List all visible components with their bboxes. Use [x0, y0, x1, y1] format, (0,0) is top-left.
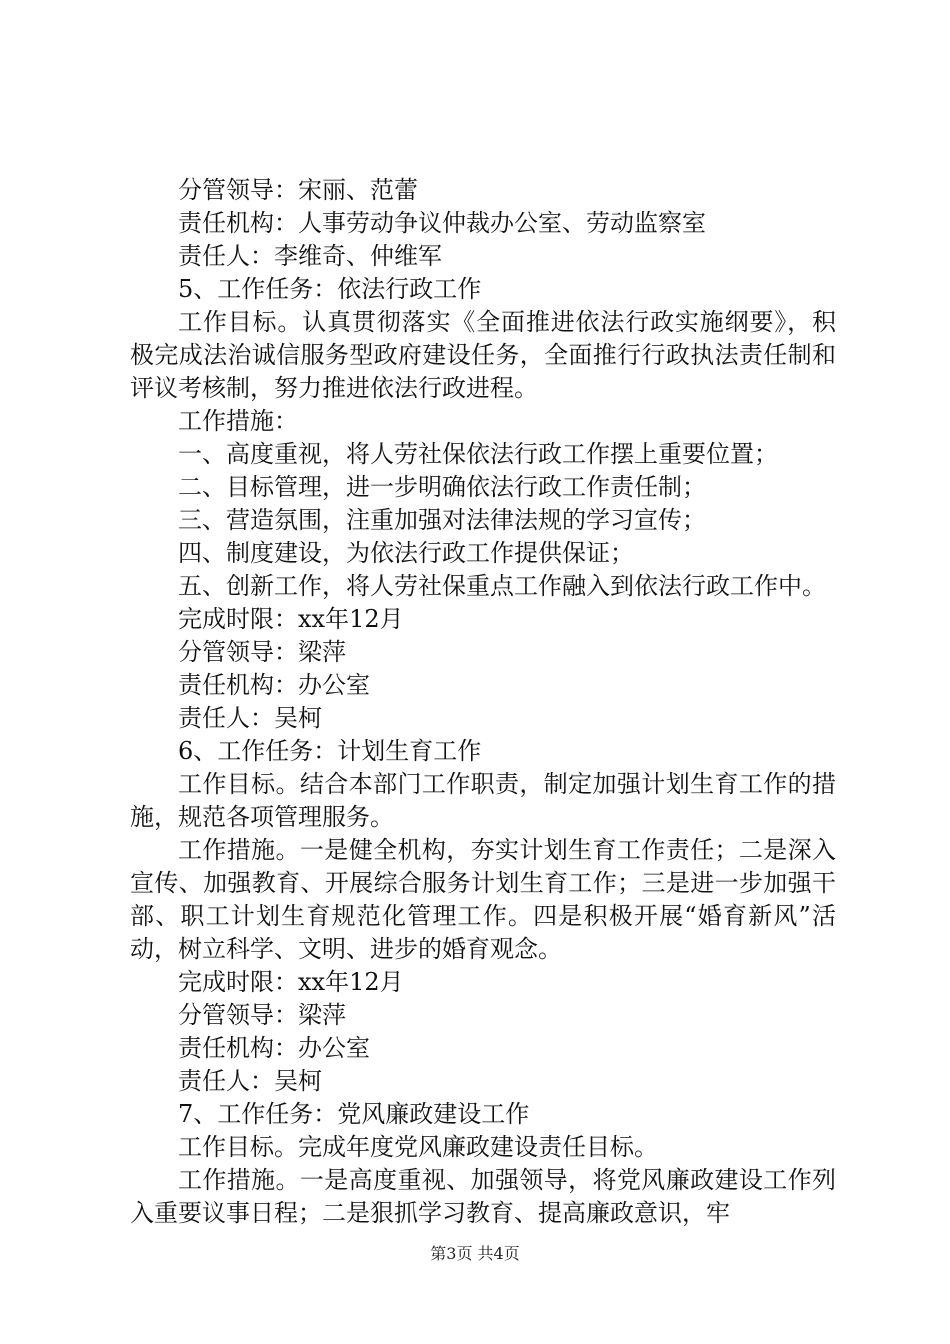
paragraph: 完成时限：xx年12月	[178, 605, 404, 633]
paragraph: 工作措施。一是健全机构，夯实计划生育工作责任；二是深入宣传、加强教育、开展综合服务计划生育工作；三是进一步加强干部、职工计划生育规范化管理工作。四是积极开展“婚育新风”活动，树立科学、文明、进步的婚育观念。	[130, 836, 836, 963]
paragraph: 责任机构：办公室	[178, 671, 370, 699]
section-heading: 5、工作任务：依法行政工作	[178, 275, 482, 303]
paragraph: 分管领导：梁萍	[178, 1001, 346, 1029]
paragraph: 分管领导：宋丽、范蕾	[178, 176, 418, 204]
paragraph: 分管领导：梁萍	[178, 638, 346, 666]
paragraph: 责任人：吴柯	[178, 1067, 322, 1095]
paragraph: 责任人：吴柯	[178, 704, 322, 732]
paragraph: 工作目标。完成年度党风廉政建设责任目标。	[178, 1133, 658, 1161]
paragraph: 工作目标。认真贯彻落实《全面推进依法行政实施纲要》，积极完成法治诚信服务型政府建设任务，全面推行行政执法责任制和评议考核制，努力推进依法行政进程。	[130, 308, 836, 402]
list-item: 五、创新工作，将人劳社保重点工作融入到依法行政工作中。	[178, 572, 826, 600]
paragraph: 工作措施。一是高度重视、加强领导，将党风廉政建设工作列入重要议事日程；二是狠抓学习教育、提高廉政意识，牢	[130, 1166, 836, 1227]
paragraph: 完成时限：xx年12月	[178, 968, 404, 996]
list-item: 二、目标管理，进一步明确依法行政工作责任制；	[178, 473, 706, 501]
document-body	[130, 174, 836, 1230]
paragraph: 责任人：李维奇、仲维军	[178, 242, 442, 270]
paragraph: 责任机构：人事劳动争议仲裁办公室、劳动监察室	[178, 209, 706, 237]
paragraph: 工作措施：	[178, 407, 298, 435]
list-item: 四、制度建设，为依法行政工作提供保证；	[178, 539, 634, 567]
paragraph: 责任机构：办公室	[178, 1034, 370, 1062]
list-item: 一、高度重视，将人劳社保依法行政工作摆上重要位置；	[178, 440, 778, 468]
section-heading: 6、工作任务：计划生育工作	[178, 737, 482, 765]
section-heading: 7、工作任务：党风廉政建设工作	[178, 1100, 530, 1128]
list-item: 三、营造氛围，注重加强对法律法规的学习宣传；	[178, 506, 706, 534]
page-footer: 第3页 共4页	[430, 1244, 520, 1263]
paragraph: 工作目标。结合本部门工作职责，制定加强计划生育工作的措施，规范各项管理服务。	[130, 770, 836, 831]
